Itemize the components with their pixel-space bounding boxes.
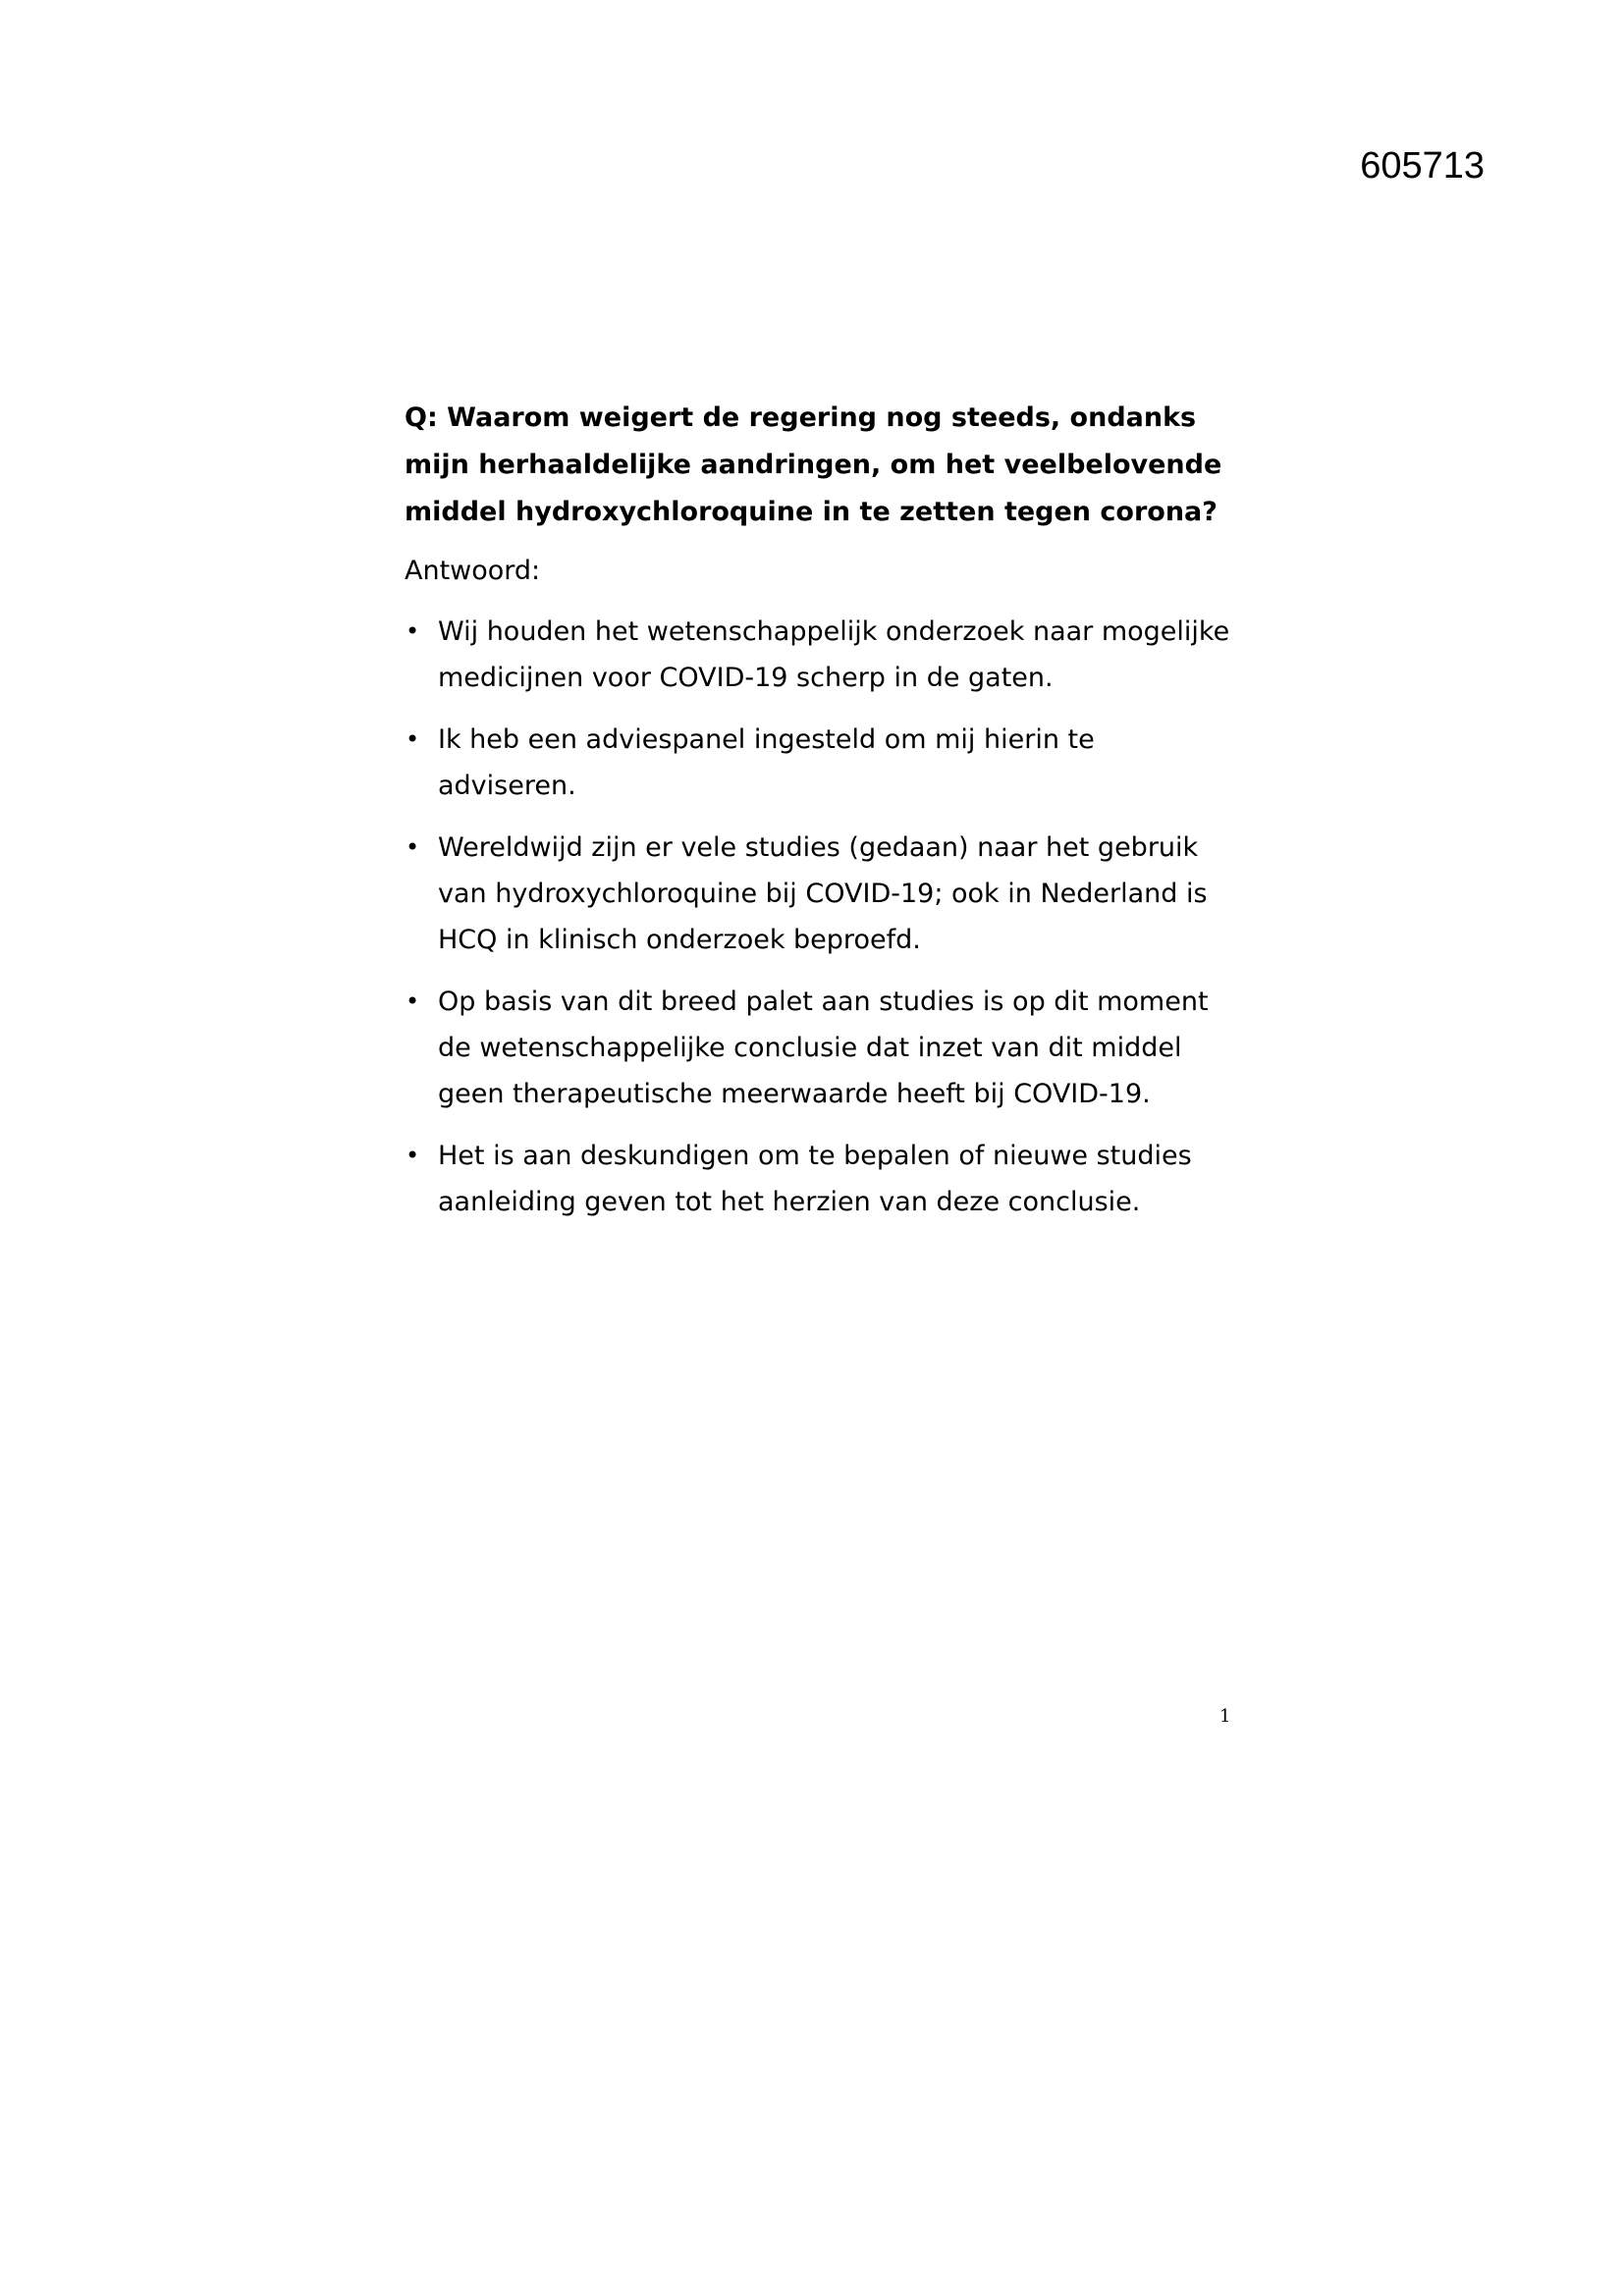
bullet-icon: • <box>406 725 420 753</box>
list-item <box>405 717 1239 809</box>
list-item-text: Het is aan deskundigen om te bepalen of nieuwe studies aanleiding geven tot het herzien van deze conclusie. <box>438 1141 1192 1217</box>
page-number: 1 <box>1219 1706 1231 1727</box>
list-item-text: Op basis van dit breed palet aan studies is op dit moment de wetenschappelijke conclusie dat inzet van dit middel geen therapeutische meerwaarde heeft bij COVID-19. <box>438 987 1209 1109</box>
list-item <box>405 825 1239 963</box>
list-item-text: Ik heb een adviespanel ingesteld om mij hierin te adviseren. <box>438 724 1095 801</box>
bullet-icon: • <box>406 988 420 1015</box>
list-item-text: Wereldwijd zijn er vele studies (gedaan) naar het gebruik van hydroxychloroquine bij COVID-19; ook in Nederland is HCQ in klinisch onderzoek beproefd. <box>438 832 1208 955</box>
list-item <box>405 609 1239 701</box>
bullet-icon: • <box>406 617 420 645</box>
document-number: 605713 <box>1360 145 1485 187</box>
bullet-icon: • <box>406 833 420 861</box>
answer-label: Antwoord: <box>405 556 541 586</box>
question-heading: Q: Waarom weigert de regering nog steeds, ondanks mijn herhaaldelijke aandringen, om het veelbelovende middel hydroxychloroquine in te zetten tegen corona? <box>405 402 1222 527</box>
list-item <box>405 979 1239 1117</box>
document-body <box>405 395 1239 1241</box>
bullet-icon: • <box>406 1142 420 1169</box>
list-item <box>405 1133 1239 1225</box>
list-item-text: Wij houden het wetenschappelijk onderzoek naar mogelijke medicijnen voor COVID-19 scherp in de gaten. <box>438 616 1230 693</box>
answer-list <box>405 609 1239 1225</box>
